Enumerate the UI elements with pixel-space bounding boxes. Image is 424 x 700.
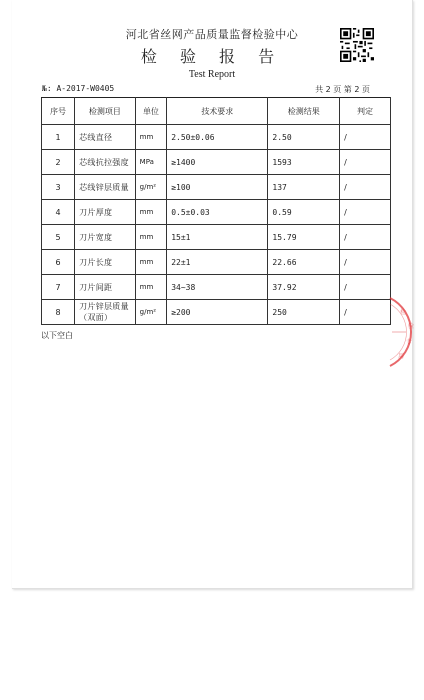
- table-row: [42, 200, 391, 225]
- svg-text:专: 专: [406, 339, 413, 346]
- table-row: [42, 175, 391, 200]
- table-row: [42, 250, 391, 275]
- cell-seq: 2: [42, 150, 75, 175]
- cell-result: 22.66: [268, 250, 340, 275]
- cell-unit: mm: [135, 225, 167, 250]
- cell-result: 15.79: [268, 225, 340, 250]
- cell-verdict: /: [340, 200, 391, 225]
- cell-item: 芯线锌层质量: [75, 175, 136, 200]
- header-item: 检测项目: [75, 98, 136, 125]
- cell-unit: mm: [135, 125, 167, 150]
- cell-requirement: 34~38: [167, 275, 268, 300]
- cell-item: 刀片宽度: [75, 225, 136, 250]
- cell-seq: 6: [42, 250, 75, 275]
- cell-verdict: /: [340, 300, 391, 325]
- official-seal-icon: [386, 292, 424, 372]
- cell-item: 刀片长度: [75, 250, 136, 275]
- cell-verdict: /: [340, 225, 391, 250]
- cell-requirement: ≥200: [167, 300, 268, 325]
- cell-unit: g/m²: [135, 175, 167, 200]
- cell-item: 芯线抗拉强度: [75, 150, 136, 175]
- report-subtitle: Test Report: [188, 69, 236, 80]
- cell-seq: 1: [42, 125, 75, 150]
- cell-unit: g/m²: [135, 300, 167, 325]
- results-table: [41, 97, 391, 325]
- cell-seq: 5: [42, 225, 75, 250]
- cell-seq: 8: [42, 300, 75, 325]
- header-seq: 序号: [42, 98, 75, 125]
- svg-text:验: 验: [408, 323, 415, 330]
- page-info: 共 2 页 第 2 页: [315, 85, 370, 94]
- cell-verdict: /: [340, 250, 391, 275]
- cell-seq: 7: [42, 275, 75, 300]
- header-verdict: 判定: [340, 98, 391, 125]
- cell-requirement: 2.50±0.06: [167, 125, 268, 150]
- cell-requirement: 22±1: [167, 250, 268, 275]
- cell-result: 0.59: [268, 200, 340, 225]
- report-title: 检 验 报 告: [140, 47, 284, 66]
- cell-item: 刀片间距: [75, 275, 136, 300]
- table-row: [42, 300, 391, 325]
- svg-text:用: 用: [398, 353, 405, 360]
- cell-verdict: /: [340, 150, 391, 175]
- cell-result: 1593: [268, 150, 340, 175]
- table-header-row: [42, 98, 391, 125]
- header-requirement: 技术要求: [167, 98, 268, 125]
- cell-result: 2.50: [268, 125, 340, 150]
- cell-requirement: ≥100: [167, 175, 268, 200]
- table-row: [42, 275, 391, 300]
- cell-result: 250: [268, 300, 340, 325]
- cell-unit: mm: [135, 250, 167, 275]
- cell-item: 芯线直径: [75, 125, 136, 150]
- cell-unit: mm: [135, 275, 167, 300]
- cell-item: 刀片锌层质量（双面）: [75, 300, 136, 325]
- header-result: 检测结果: [268, 98, 340, 125]
- cell-verdict: /: [340, 275, 391, 300]
- header-unit: 单位: [135, 98, 167, 125]
- cell-result: 37.92: [268, 275, 340, 300]
- cell-unit: MPa: [135, 150, 167, 175]
- svg-text:检: 检: [400, 309, 407, 316]
- cell-item: 刀片厚度: [75, 200, 136, 225]
- cell-verdict: /: [340, 175, 391, 200]
- report-number: №: A-2017-W0405: [42, 84, 115, 93]
- table-row: [42, 125, 391, 150]
- cell-seq: 4: [42, 200, 75, 225]
- qr-code-icon: [340, 28, 374, 62]
- cell-requirement: ≥1400: [167, 150, 268, 175]
- organization-name: 河北省丝网产品质量监督检验中心: [125, 28, 299, 41]
- table-row: [42, 225, 391, 250]
- cell-verdict: /: [340, 125, 391, 150]
- cell-requirement: 0.5±0.03: [167, 200, 268, 225]
- table-row: [42, 150, 391, 175]
- cell-result: 137: [268, 175, 340, 200]
- cell-seq: 3: [42, 175, 75, 200]
- cell-requirement: 15±1: [167, 225, 268, 250]
- cell-unit: mm: [135, 200, 167, 225]
- end-of-content-note: 以下空白: [41, 331, 73, 340]
